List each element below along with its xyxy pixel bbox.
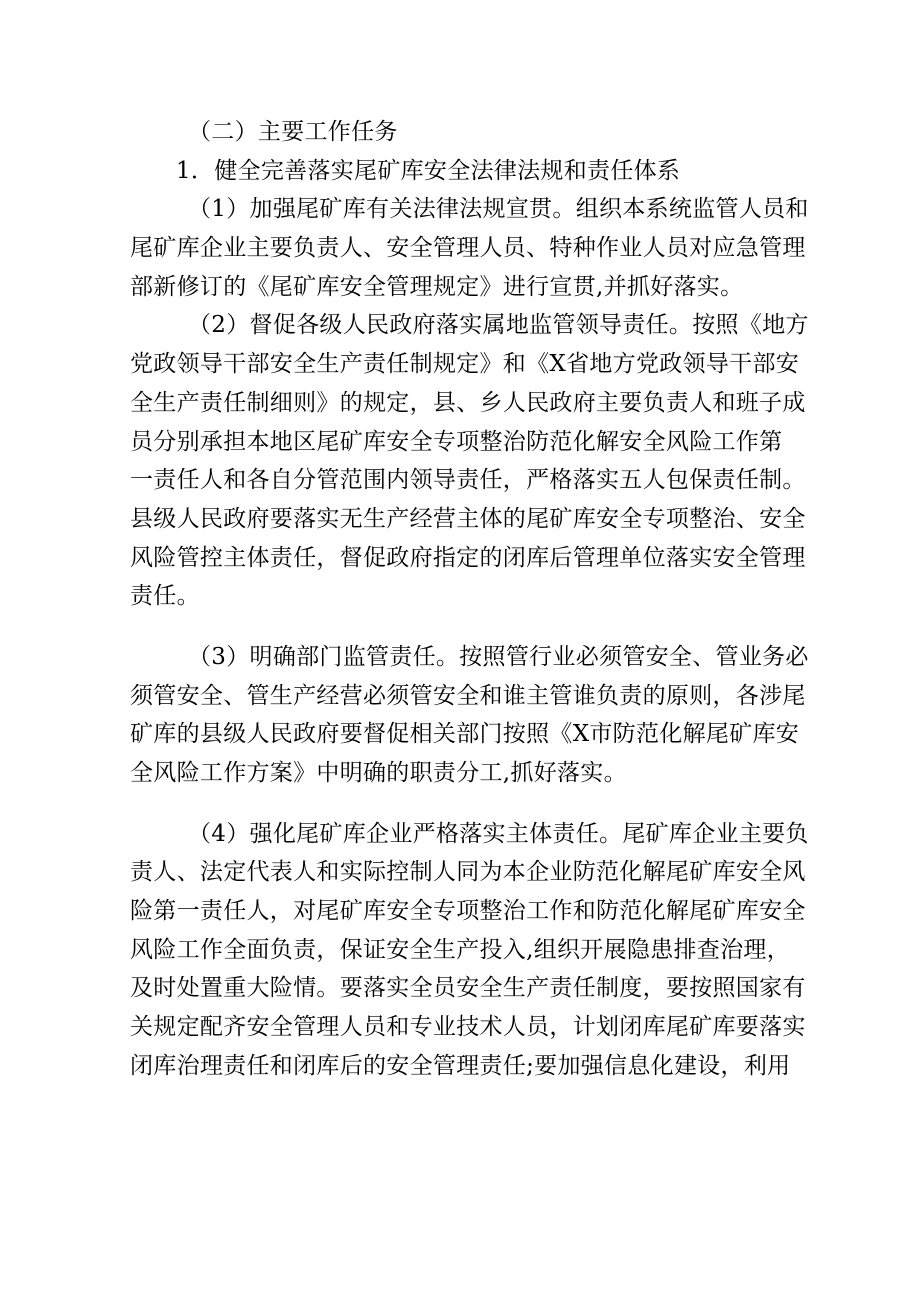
paragraph-line: （2）督促各级人民政府落实属地监管领导责任。按照《地方: [188, 312, 809, 339]
paragraph-line: 关规定配齐安全管理人员和专业技术人员，计划闭库尾矿库要落实: [130, 1014, 806, 1041]
paragraph-line: （3）明确部门监管责任。按照管行业必须管安全、管业务必: [188, 643, 809, 670]
paragraph-line: 一责任人和各自分管范围内领导责任，严格落实五人包保责任制。: [130, 467, 806, 494]
paragraph-line: 须管安全、管生产经营必须管安全和谁主管谁负责的原则，各涉尾: [130, 682, 806, 709]
paragraph-line: （4）强化尾矿库企业严格落实主体责任。尾矿库企业主要负: [188, 820, 809, 847]
paragraph-line: 党政领导干部安全生产责任制规定》和《X省地方党政领导干部安: [130, 351, 800, 378]
paragraph-1: [130, 190, 809, 306]
document-body: [130, 113, 809, 1086]
paragraph-line: 闭库治理责任和闭库后的安全管理责任;要加强信息化建设，利用: [130, 1052, 791, 1079]
paragraph-line: 全生产责任制细则》的规定，县、乡人民政府主要负责人和班子成: [130, 389, 806, 416]
paragraph-line: 尾矿库企业主要负责人、安全管理人员、特种作业人员对应急管理: [130, 235, 806, 262]
paragraph-line: 险第一责任人，对尾矿库安全专项整治工作和防范化解尾矿库安全: [130, 898, 806, 925]
paragraph-spacer: [130, 616, 802, 638]
paragraph-line: 责人、法定代表人和实际控制人同为本企业防范化解尾矿库安全风: [130, 859, 806, 886]
paragraph-line: 部新修订的《尾矿库安全管理规定》进行宣贯,并抓好落实。: [130, 273, 744, 300]
item-heading: 1．健全完善落实尾矿库安全法律法规和责任体系: [176, 157, 681, 184]
paragraph-line: 责任。: [130, 583, 200, 610]
paragraph-line: 及时处置重大险情。要落实全员安全生产责任制度，要按照国家有: [130, 975, 806, 1002]
paragraph-line: 县级人民政府要落实无生产经营主体的尾矿库安全专项整治、安全: [130, 505, 806, 532]
section-heading: （二）主要工作任务: [188, 119, 398, 145]
paragraph-spacer: [130, 793, 802, 815]
paragraph-3: [130, 638, 809, 793]
paragraph-2: [130, 306, 809, 616]
paragraph-4: [130, 815, 809, 1086]
paragraph-line: 全风险工作方案》中明确的职责分工,抓好落实。: [130, 760, 627, 786]
paragraph-line: 矿库的县级人民政府要督促相关部门按照《X市防范化解尾矿库安: [130, 721, 800, 748]
paragraph-line: 风险管控主体责任，督促政府指定的闭库后管理单位落实安全管理: [130, 544, 806, 571]
paragraph-line: 风险工作全面负责，保证安全生产投入,组织开展隐患排查治理，: [130, 936, 791, 963]
paragraph-line: （1）加强尾矿库有关法律法规宣贯。组织本系统监管人员和: [188, 196, 809, 223]
paragraph-line: 员分别承担本地区尾矿库安全专项整治防范化解安全风险工作第: [130, 428, 783, 455]
